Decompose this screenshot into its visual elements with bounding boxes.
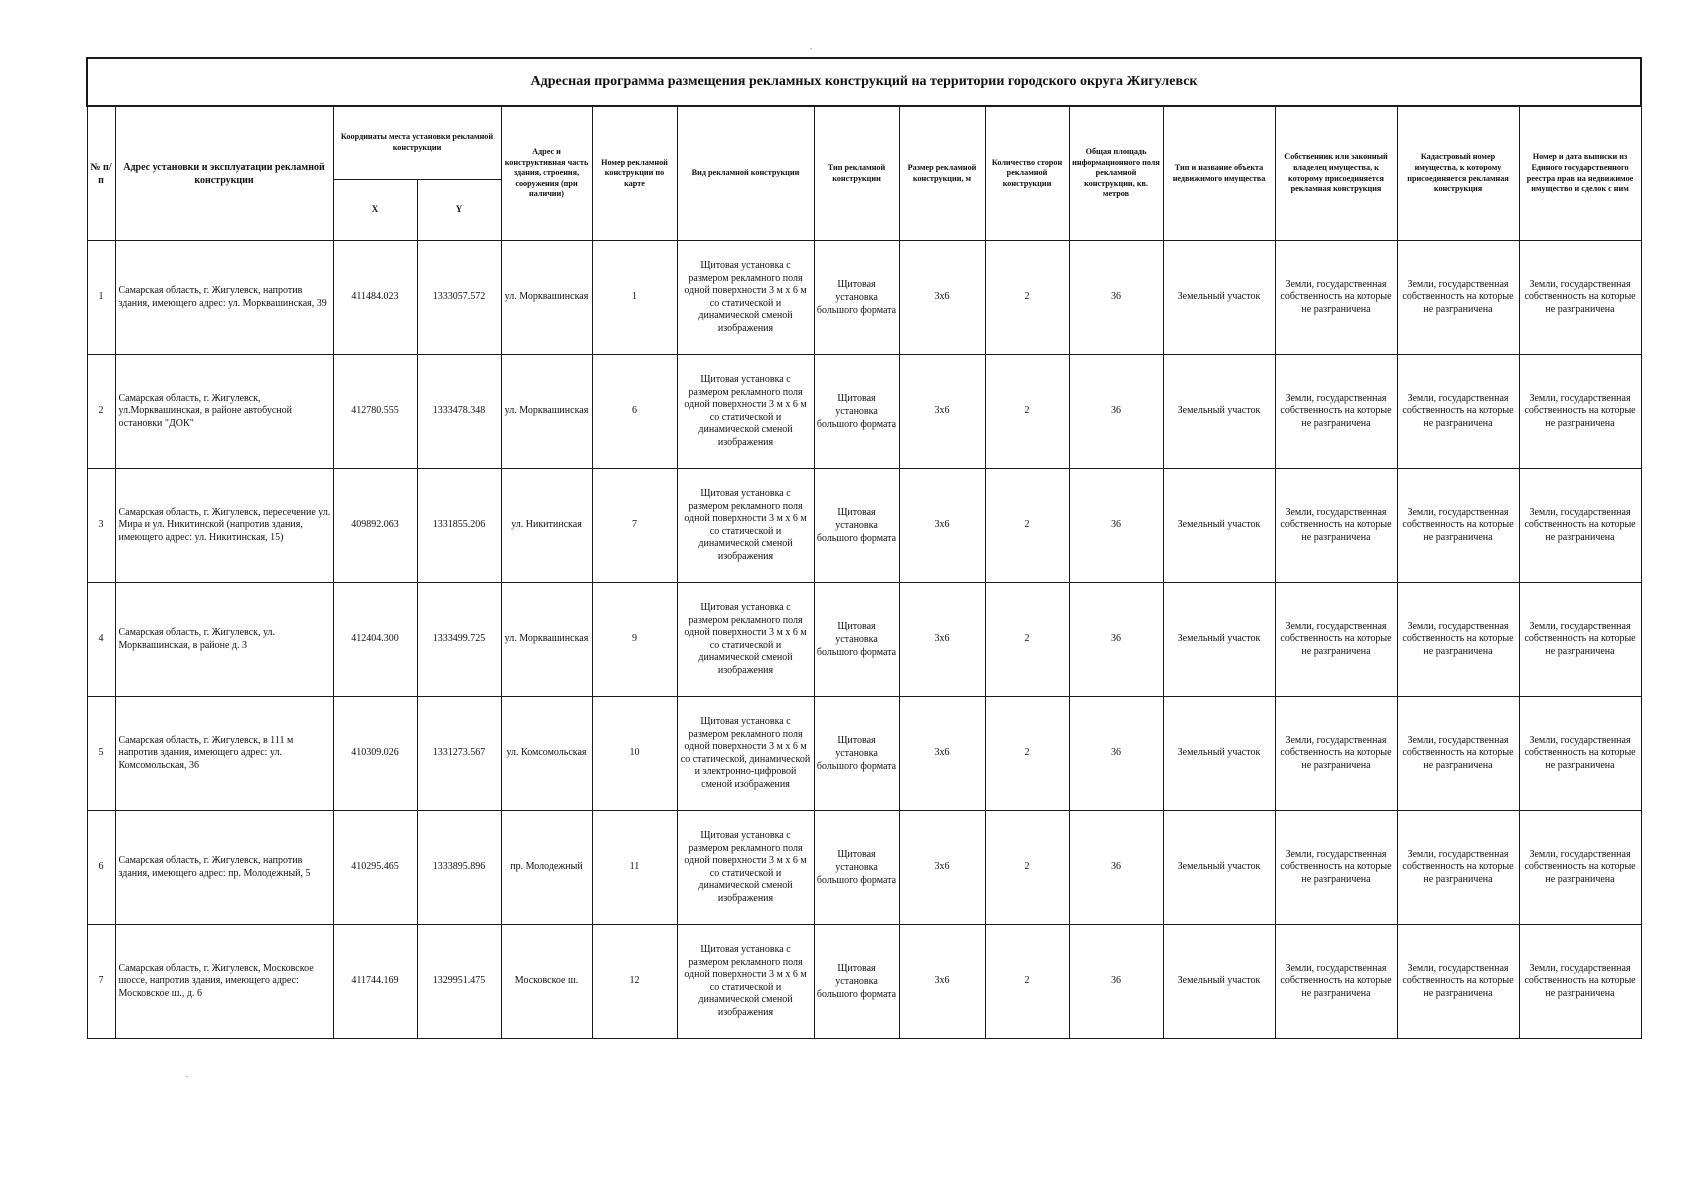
cell-registry: Земли, государственная собственность на которые не разграничена	[1519, 355, 1641, 469]
cell-cadastral: Земли, государственная собственность на которые не разграничена	[1397, 925, 1519, 1039]
header-area: Общая площадь информационного поля рекламной конструкции, кв. метров	[1069, 106, 1163, 241]
cell-type: Щитовая установка большого формата	[814, 925, 899, 1039]
cell-map-no: 6	[592, 355, 677, 469]
cell-y: 1329951.475	[417, 925, 501, 1039]
cell-kind: Щитовая установка с размером рекламного поля одной поверхности 3 м х 6 м со статической и динамической сменой изображения	[677, 469, 814, 583]
cell-building: пр. Молодежный	[501, 811, 592, 925]
cell-property: Земельный участок	[1163, 583, 1275, 697]
header-coords: Координаты места установки рекламной конструкции	[333, 106, 501, 180]
cell-building: ул. Никитинская	[501, 469, 592, 583]
header-owner: Собственник или законный владелец имущества, к которому присоединяется рекламная конструкция	[1275, 106, 1397, 241]
cell-size: 3х6	[899, 355, 985, 469]
cell-address: Самарская область, г. Жигулевск, ул.Морквашинская, в районе автобусной остановки "ДОК"	[115, 355, 333, 469]
cell-owner: Земли, государственная собственность на которые не разграничена	[1275, 697, 1397, 811]
cell-sides: 2	[985, 355, 1069, 469]
cell-address: Самарская область, г. Жигулевск, в 111 м напротив здания, имеющего адрес: ул. Комсомольская, 36	[115, 697, 333, 811]
cell-building: ул. Морквашинская	[501, 583, 592, 697]
cell-y: 1331273.567	[417, 697, 501, 811]
address-program-table	[86, 57, 1642, 1039]
table-row	[87, 355, 1641, 469]
cell-building: Московское ш.	[501, 925, 592, 1039]
cell-building: ул. Морквашинская	[501, 355, 592, 469]
cell-map-no: 1	[592, 241, 677, 355]
cell-owner: Земли, государственная собственность на которые не разграничена	[1275, 241, 1397, 355]
document-sheet	[86, 57, 1634, 1039]
header-cadastral: Кадастровый номер имущества, к которому присоединяется рекламная конструкция	[1397, 106, 1519, 241]
cell-address: Самарская область, г. Жигулевск, напротив здания, имеющего адрес: пр. Молодежный, 5	[115, 811, 333, 925]
cell-registry: Земли, государственная собственность на которые не разграничена	[1519, 469, 1641, 583]
scan-speck	[186, 1076, 188, 1077]
cell-type: Щитовая установка большого формата	[814, 697, 899, 811]
cell-owner: Земли, государственная собственность на которые не разграничена	[1275, 925, 1397, 1039]
cell-x: 411744.169	[333, 925, 417, 1039]
cell-num: 5	[87, 697, 115, 811]
cell-sides: 2	[985, 583, 1069, 697]
cell-registry: Земли, государственная собственность на которые не разграничена	[1519, 697, 1641, 811]
cell-size: 3х6	[899, 925, 985, 1039]
cell-kind: Щитовая установка с размером рекламного поля одной поверхности 3 м х 6 м со статической и динамической сменой изображения	[677, 355, 814, 469]
cell-building: ул. Морквашинская	[501, 241, 592, 355]
cell-x: 409892.063	[333, 469, 417, 583]
header-type: Тип рекламной конструкции	[814, 106, 899, 241]
cell-y: 1333499.725	[417, 583, 501, 697]
cell-type: Щитовая установка большого формата	[814, 355, 899, 469]
cell-x: 412404.300	[333, 583, 417, 697]
cell-map-no: 10	[592, 697, 677, 811]
table-row	[87, 811, 1641, 925]
header-building: Адрес и конструктивная часть здания, строения, сооружения (при наличии)	[501, 106, 592, 241]
cell-kind: Щитовая установка с размером рекламного поля одной поверхности 3 м х 6 м со статической и динамической сменой изображения	[677, 925, 814, 1039]
cell-cadastral: Земли, государственная собственность на которые не разграничена	[1397, 355, 1519, 469]
page-title: Адресная программа размещения рекламных конструкций на территории городского округа Жигулевск	[87, 58, 1641, 106]
header-size: Размер рекламной конструкции, м	[899, 106, 985, 241]
cell-num: 1	[87, 241, 115, 355]
cell-owner: Земли, государственная собственность на которые не разграничена	[1275, 469, 1397, 583]
cell-y: 1333478.348	[417, 355, 501, 469]
cell-num: 7	[87, 925, 115, 1039]
table-row	[87, 469, 1641, 583]
cell-x: 410295.465	[333, 811, 417, 925]
cell-area: 36	[1069, 469, 1163, 583]
cell-size: 3х6	[899, 697, 985, 811]
cell-owner: Земли, государственная собственность на которые не разграничена	[1275, 355, 1397, 469]
cell-num: 4	[87, 583, 115, 697]
cell-num: 6	[87, 811, 115, 925]
cell-cadastral: Земли, государственная собственность на которые не разграничена	[1397, 697, 1519, 811]
cell-type: Щитовая установка большого формата	[814, 811, 899, 925]
cell-cadastral: Земли, государственная собственность на которые не разграничена	[1397, 241, 1519, 355]
header-kind: Вид рекламной конструкции	[677, 106, 814, 241]
table-row	[87, 697, 1641, 811]
cell-size: 3х6	[899, 583, 985, 697]
header-num: № п/п	[87, 106, 115, 241]
cell-x: 411484.023	[333, 241, 417, 355]
cell-property: Земельный участок	[1163, 811, 1275, 925]
cell-y: 1333057.572	[417, 241, 501, 355]
cell-sides: 2	[985, 469, 1069, 583]
cell-size: 3х6	[899, 241, 985, 355]
cell-size: 3х6	[899, 811, 985, 925]
cell-area: 36	[1069, 241, 1163, 355]
cell-num: 3	[87, 469, 115, 583]
cell-property: Земельный участок	[1163, 925, 1275, 1039]
header-property: Тип и название объекта недвижимого имущества	[1163, 106, 1275, 241]
header-map-no: Номер рекламной конструкции по карте	[592, 106, 677, 241]
cell-map-no: 7	[592, 469, 677, 583]
cell-x: 410309.026	[333, 697, 417, 811]
cell-kind: Щитовая установка с размером рекламного поля одной поверхности 3 м х 6 м со статической и динамической сменой изображения	[677, 241, 814, 355]
cell-cadastral: Земли, государственная собственность на которые не разграничена	[1397, 811, 1519, 925]
cell-map-no: 9	[592, 583, 677, 697]
cell-type: Щитовая установка большого формата	[814, 469, 899, 583]
cell-address: Самарская область, г. Жигулевск, ул. Морквашинская, в районе д. 3	[115, 583, 333, 697]
cell-registry: Земли, государственная собственность на которые не разграничена	[1519, 241, 1641, 355]
cell-kind: Щитовая установка с размером рекламного поля одной поверхности 3 м х 6 м со статической, динамической и электронно-цифровой сменой изображения	[677, 697, 814, 811]
cell-owner: Земли, государственная собственность на которые не разграничена	[1275, 583, 1397, 697]
cell-cadastral: Земли, государственная собственность на которые не разграничена	[1397, 583, 1519, 697]
cell-map-no: 12	[592, 925, 677, 1039]
cell-sides: 2	[985, 811, 1069, 925]
cell-size: 3х6	[899, 469, 985, 583]
cell-property: Земельный участок	[1163, 241, 1275, 355]
cell-area: 36	[1069, 811, 1163, 925]
cell-kind: Щитовая установка с размером рекламного поля одной поверхности 3 м х 6 м со статической и динамической сменой изображения	[677, 583, 814, 697]
header-sides: Количество сторон рекламной конструкции	[985, 106, 1069, 241]
header-address: Адрес установки и эксплуатации рекламной конструкции	[115, 106, 333, 241]
header-x: X	[333, 180, 417, 241]
cell-cadastral: Земли, государственная собственность на которые не разграничена	[1397, 469, 1519, 583]
cell-area: 36	[1069, 925, 1163, 1039]
table-row	[87, 583, 1641, 697]
cell-x: 412780.555	[333, 355, 417, 469]
cell-type: Щитовая установка большого формата	[814, 583, 899, 697]
cell-address: Самарская область, г. Жигулевск, пересечение ул. Мира и ул. Никитинской (напротив здания, имеющего адрес: ул. Никитинская, 15)	[115, 469, 333, 583]
cell-kind: Щитовая установка с размером рекламного поля одной поверхности 3 м х 6 м со статической и динамической сменой изображения	[677, 811, 814, 925]
table-row	[87, 241, 1641, 355]
cell-sides: 2	[985, 925, 1069, 1039]
cell-y: 1331855.206	[417, 469, 501, 583]
cell-property: Земельный участок	[1163, 355, 1275, 469]
cell-num: 2	[87, 355, 115, 469]
table-row	[87, 925, 1641, 1039]
header-y: Y	[417, 180, 501, 241]
cell-owner: Земли, государственная собственность на которые не разграничена	[1275, 811, 1397, 925]
cell-y: 1333895.896	[417, 811, 501, 925]
cell-registry: Земли, государственная собственность на которые не разграничена	[1519, 811, 1641, 925]
scan-speck	[810, 48, 812, 49]
header-registry: Номер и дата выписки из Единого государственного реестра прав на недвижимое имущество и сделок с ним	[1519, 106, 1641, 241]
cell-address: Самарская область, г. Жигулевск, напротив здания, имеющего адрес: ул. Морквашинская, 39	[115, 241, 333, 355]
cell-type: Щитовая установка большого формата	[814, 241, 899, 355]
cell-address: Самарская область, г. Жигулевск, Московское шоссе, напротив здания, имеющего адрес: Московское ш., д. 6	[115, 925, 333, 1039]
cell-sides: 2	[985, 241, 1069, 355]
cell-area: 36	[1069, 355, 1163, 469]
cell-registry: Земли, государственная собственность на которые не разграничена	[1519, 583, 1641, 697]
cell-building: ул. Комсомольская	[501, 697, 592, 811]
cell-property: Земельный участок	[1163, 469, 1275, 583]
cell-sides: 2	[985, 697, 1069, 811]
cell-map-no: 11	[592, 811, 677, 925]
cell-area: 36	[1069, 697, 1163, 811]
cell-property: Земельный участок	[1163, 697, 1275, 811]
cell-registry: Земли, государственная собственность на которые не разграничена	[1519, 925, 1641, 1039]
cell-area: 36	[1069, 583, 1163, 697]
